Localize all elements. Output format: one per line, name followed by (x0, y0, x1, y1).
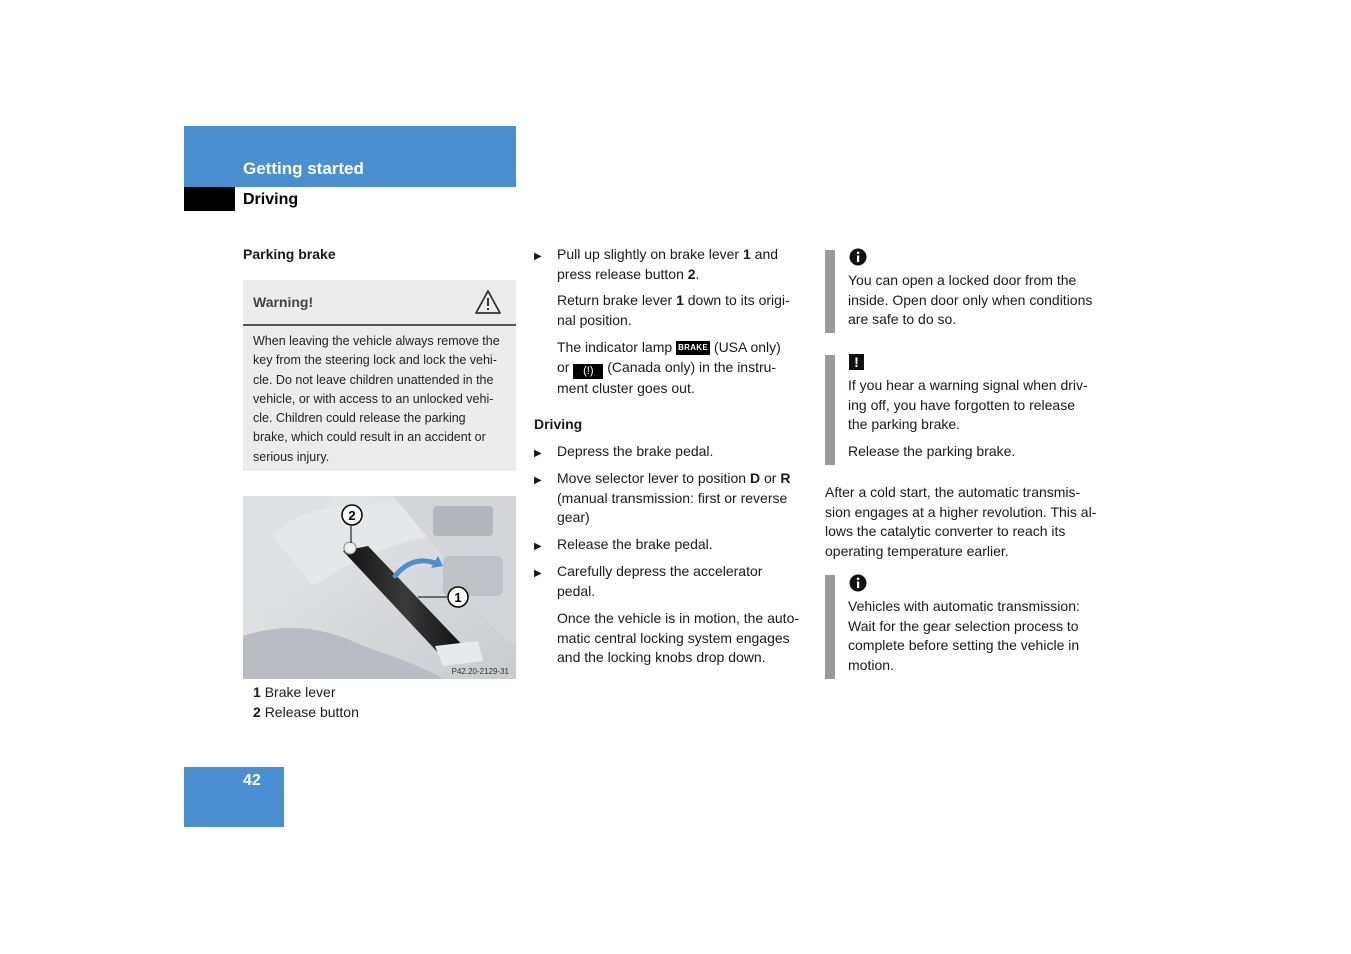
door-note: You can open a locked door from the inside. Open door only when conditions are safe to do so. (848, 272, 1093, 327)
instruction-step: ▶ Move selector lever to position D or R (manual transmission: first or reverse gear) (534, 470, 791, 525)
warning-box (243, 280, 516, 471)
note-bar (825, 250, 835, 333)
warning-line: brake, which could result in an accident or (253, 430, 486, 445)
bullet-arrow-icon: ▶ (534, 475, 542, 486)
instruction-step: ▶ Carefully depress the accelerator pedal. (534, 563, 763, 599)
bullet-arrow-icon: ▶ (534, 448, 542, 459)
section-title: Getting started (243, 159, 364, 178)
callout-1-label: 1 (454, 590, 462, 605)
brake-lamp-icon: BRAKE (676, 341, 710, 355)
driving-heading: Driving (534, 416, 583, 432)
legend-item (253, 683, 336, 703)
return-lever-paragraph: Return brake lever 1 down to its origi- nal position. (557, 292, 790, 328)
warning-line: key from the steering lock and lock the vehi- (253, 353, 497, 368)
bullet-arrow-icon: ▶ (534, 251, 542, 262)
bullet-arrow-icon: ▶ (534, 568, 542, 579)
info-icon (849, 574, 867, 592)
callout-2-label: 2 (348, 508, 356, 523)
parking-brake-signal-note: If you hear a warning signal when driv- ing off, you have forgotten to release the parking brake. Release the parking brake. (848, 377, 1088, 459)
warning-line: cle. Children could release the parking (253, 411, 466, 426)
legend-number: 1 (253, 684, 261, 700)
parking-brake-illustration (243, 496, 516, 679)
indicator-lamp-paragraph: The indicator lamp BRAKE (USA only) or (!) (Canada only) in the instru- ment cluster goes out. (557, 339, 781, 396)
warning-body (243, 326, 516, 467)
info-icon (849, 248, 867, 266)
legend-label: Brake lever (264, 684, 336, 700)
warning-line: vehicle, or with access to an unlocked vehi- (253, 391, 494, 406)
instruction-step: ▶ Depress the brake pedal. (534, 442, 809, 462)
warning-header (243, 280, 516, 326)
parking-brake-photo (243, 496, 516, 679)
subsection-title: Driving (243, 191, 299, 208)
instruction-step: ▶ Pull up slightly on brake lever 1 and press release button 2. (534, 246, 779, 282)
cold-start-paragraph: After a cold start, the automatic transmis- sion engages at a higher revolution. This al- lows the catalytic converter to reach its operating temperature earlier. (825, 484, 1097, 559)
canada-brake-lamp-icon: (!) (573, 364, 603, 379)
warning-line: When leaving the vehicle always remove the (253, 334, 500, 348)
instruction-step: ▶ Release the brake pedal. (534, 535, 809, 555)
warning-line: serious injury. (253, 449, 330, 464)
legend-label: Release button (264, 704, 359, 720)
central-locking-paragraph: Once the vehicle is in motion, the auto- matic central locking system engages and the locking knobs drop down. (557, 610, 800, 665)
page-number: 42 (243, 772, 261, 789)
automatic-transmission-note: Vehicles with automatic transmission: Wait for the gear selection process to complete before setting the vehicle in motion. (848, 598, 1080, 673)
bullet-arrow-icon: ▶ (534, 541, 542, 552)
warning-line: cle. Do not leave children unattended in the (253, 372, 494, 387)
legend-number: 2 (253, 704, 261, 720)
exclamation-icon: ! (849, 354, 864, 370)
image-code: P42.20-2129-31 (451, 667, 509, 676)
legend-item (253, 703, 359, 723)
note-bar (825, 575, 835, 679)
subsection-marker (184, 187, 235, 211)
parking-brake-heading: Parking brake (243, 246, 336, 262)
note-bar (825, 355, 835, 465)
page-number-tab (184, 767, 284, 827)
warning-triangle-icon (474, 289, 502, 315)
warning-title: Warning! (253, 294, 314, 310)
